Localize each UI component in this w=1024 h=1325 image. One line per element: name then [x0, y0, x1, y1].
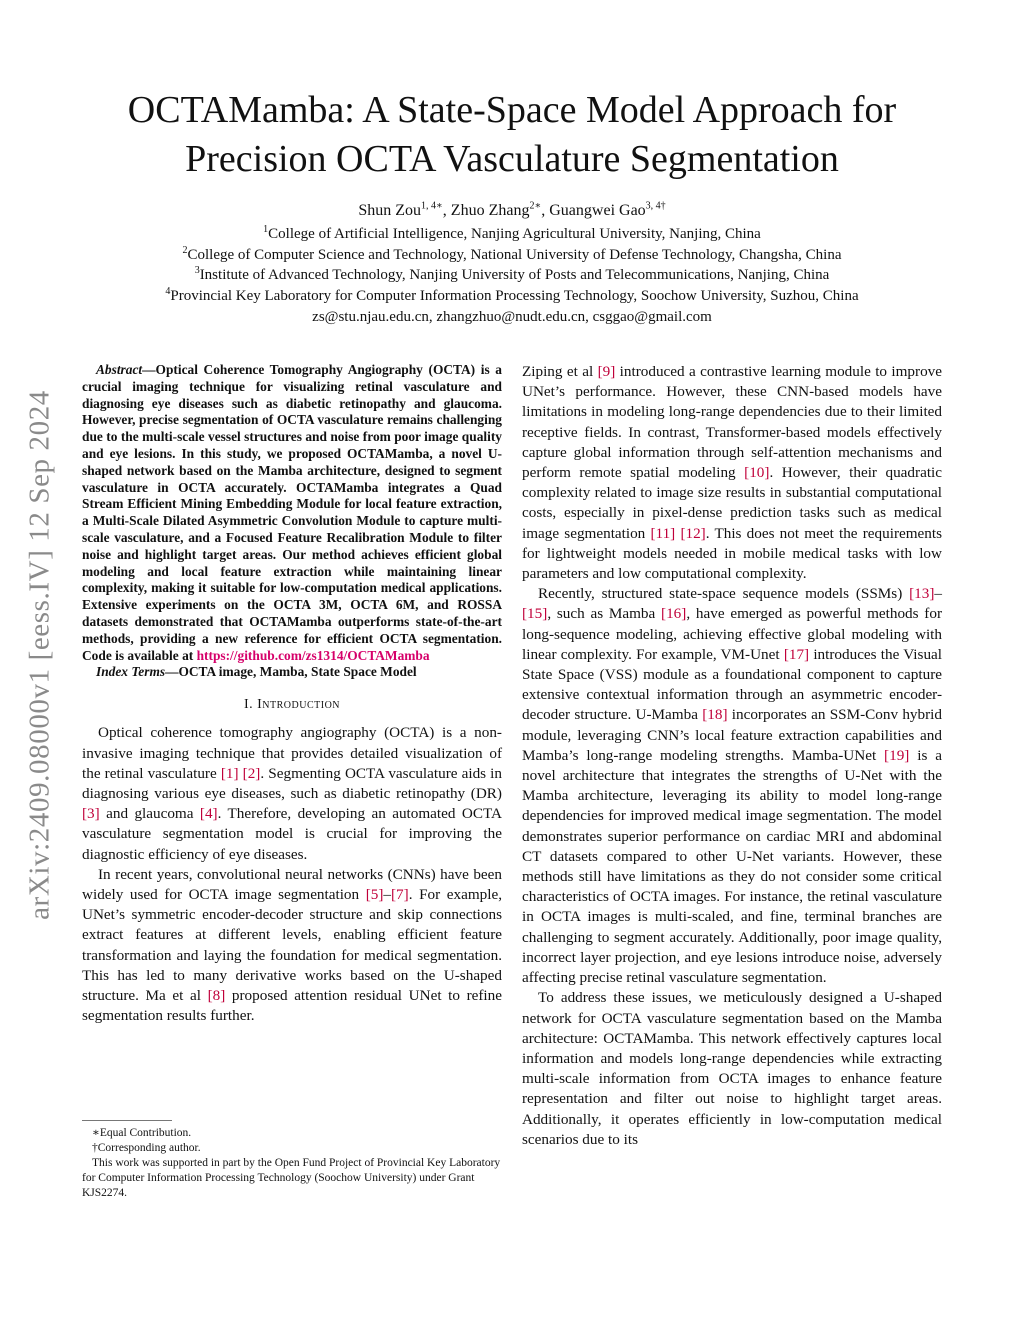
- footnotes: [82, 1126, 502, 1201]
- citation-18[interactable]: [18]: [702, 706, 728, 724]
- paper-title: [60, 86, 964, 184]
- citation-11[interactable]: [11]: [650, 524, 676, 542]
- citation-4[interactable]: [4]: [199, 805, 218, 823]
- citation-8[interactable]: [8]: [207, 986, 226, 1004]
- abstract-text: —Optical Coherence Tomography Angiography (OCTA) is a crucial imaging technique for visualizing retinal vasculature and diagnosing eye diseases such as diabetic retinopathy and glaucoma. However, precise segmentation of OCTA vasculature remains challenging due to the multi-scale vessel structures and noise from poor image quality and eye lesions. In this study, we proposed OCTAMamba, a novel U-shaped network based on the Mamba architecture, designed to segment vasculature in OCTA accurately. OCTAMamba integrates a Quad Stream Efficient Mining Embedding Module for local feature extraction, a Multi-Scale Dilated Asymmetric Convolution Module to capture multi-scale vasculature, and a Focused Feature Recalibration Module to filter noise and highlight target areas. Our method achieves efficient global modeling and local feature extraction while maintaining linear complexity, making it suitable for low-computation medical applications. Extensive experiments on the OCTA 3M, OCTA 6M, and ROSSA datasets demonstrated that OCTAMamba outperforms state-of-the-art methods, providing a new reference for efficient OCTA segmentation. Code is available at: [82, 362, 502, 663]
- arxiv-identifier[interactable]: arXiv:2409.08000v1 [eess.IV] 12 Sep 2024: [23, 390, 56, 920]
- citation-10[interactable]: [10]: [744, 464, 770, 482]
- citation-12[interactable]: [12]: [680, 524, 706, 542]
- author-2: Zhuo Zhang$^{2∗}$,: [450, 200, 550, 219]
- section-heading-introduction: I. Introduction: [243, 697, 341, 713]
- citation-9[interactable]: [9]: [597, 363, 616, 380]
- index-terms: Index Terms—OCTA image, Mamba, State Space Model: [96, 664, 417, 680]
- arxiv-sidebar-stamp: [10, 350, 70, 960]
- title-line-2: Precision OCTA Vasculature Segmentation: [185, 138, 839, 180]
- author-1: Shun Zou$^{1, 4∗}$,: [358, 200, 451, 219]
- title-line-1: OCTAMamba: A State-Space Model Approach for: [127, 89, 897, 131]
- citation-3[interactable]: [3]: [82, 805, 100, 823]
- affiliation-1: $^1$College of Artificial Intelligence, Nanjing Agricultural University, Nanjing, China: [263, 224, 761, 242]
- footnote-divider: [82, 1120, 172, 1121]
- citation-17[interactable]: [17]: [783, 645, 810, 663]
- author-emails: zs@stu.njau.edu.cn, zhangzhuo@nudt.edu.cn, csggao@gmail.com: [312, 309, 712, 325]
- author-3: Guangwei Gao$^{3, 4\dagger}$: [549, 200, 666, 219]
- citation-19[interactable]: [19]: [884, 746, 910, 764]
- abstract-lead: Abstract: [96, 362, 143, 377]
- intro-paragraph-5: To address these issues, we meticulously designed a U-shaped network for OCTA vasculature segmentation based on the Mamba architecture: OCTAMamba. This network effectively captures local information and models long-range dependencies while extracting multi-scale information from OCTA images to enhance feature representation and filter out noise to highlight target areas. Additionally, it operates efficiently in low-computation medical scenarios due to its: [522, 989, 942, 1148]
- affiliation-4: $^4$Provincial Key Laboratory for Computer Information Processing Technology, Soochow University, Suzhou, China: [165, 286, 859, 304]
- affiliation-3: $^3$Institute of Advanced Technology, Nanjing University of Posts and Telecommunications, Nanjing, China: [194, 265, 830, 283]
- citation-15[interactable]: [15]: [522, 605, 548, 623]
- citation-7[interactable]: [7]: [391, 885, 409, 903]
- intro-paragraph-4: Recently, structured state-space sequence models (SSMs) [13]–[15], such as Mamba [16], have emerged as powerful methods for long-sequence modeling, achieving effective global modeling with linear complexity. For example, VM-Unet [17] introduces the Visual State Space (VSS) module as a foundational component to capture extensive contextual information through an asymmetric encoder-decoder structure. U-Mamba [18] incorporates an SSM-Conv hybrid module, leveraging CNN’s local feature extraction capabilities and Mamba’s long-range modeling strengths. Mamba-UNet [19] is a novel architecture that integrates the strengths of U-Net with the Mamba architecture, leveraging its ability to model long-range dependencies for improved medical image segmentation. The model demonstrates superior performance on cardiac MRI and abdominal CT datasets compared to other U-Net variants. However, these methods still have limitations as they do not consider some critical characteristics of OCTA images. For instance, the retinal vasculature in OCTA images is multi-scaled, and fine, terminal branches are challenging to segment accurately. Additionally, poor image quality, incorrect layer projection, and eye lesions introduce noise, adversely affecting precise retinal vasculature segmentation.: [522, 585, 943, 987]
- affiliation-2: $^2$College of Computer Science and Technology, National University of Defense Technology, Changsha, China: [182, 245, 842, 263]
- citation-2[interactable]: [2]: [242, 764, 261, 782]
- citation-5[interactable]: [5]: [365, 885, 384, 903]
- footnote-funding: This work was supported in part by the Open Fund Project of Provincial Key Laboratory for Computer Information Processing Technology (Soochow University) under Grant KJS2274.: [82, 1157, 501, 1199]
- footnote-corresponding-author: †Corresponding author.: [92, 1142, 201, 1154]
- citation-13[interactable]: [13]: [909, 585, 935, 603]
- citation-16[interactable]: [16]: [661, 605, 687, 623]
- code-link[interactable]: https://github.com/zs1314/OCTAMamba: [196, 647, 430, 663]
- intro-paragraph-1: Optical coherence tomography angiography (OCTA) is a non-invasive imaging technique that provides detailed visualization of the retinal vasculature [1] [2]. Segmenting OCTA vasculature aids in diagnosing various eye diseases, such as diabetic retinopathy (DR) [3] and glaucoma [4]. Therefore, developing an automated OCTA vasculature segmentation model is crucial for improving the diagnostic efficiency of eye diseases.: [82, 724, 502, 863]
- intro-paragraph-2: In recent years, convolutional neural networks (CNNs) have been widely used for OCTA image segmentation [5]–[7]. For example, UNet’s symmetric encoder-decoder structure and skip connections extract features at different levels, enabling efficient feature transformation and laying the foundation for medical segmentation. This has led to many derivative works based on the U-shaped structure. Ma et al [8] proposed attention residual UNet to refine segmentation results further.: [82, 865, 502, 1025]
- footnote-equal-contribution: ∗Equal Contribution.: [92, 1127, 192, 1139]
- citation-1[interactable]: [1]: [220, 764, 239, 782]
- right-column: [522, 362, 942, 1150]
- abstract: [82, 362, 502, 664]
- author-list: [60, 200, 964, 222]
- intro-paragraph-3: Ziping et al [9] introduced a contrastive learning module to improve UNet’s performance. However, these CNN-based models have limitations in modeling long-range dependencies due to their limited receptive fields. In contrast, Transformer-based models effectively capture global information through self-attention mechanisms and perform remote spatial modeling [10]. However, their quadratic complexity related to image size results in substantial computational costs, especially in pixel-dense prediction tasks such as medical image segmentation [11] [12]. This does not meet the requirements for lightweight models needed in mobile medical tasks with low parameters and low computational complexity.: [522, 363, 943, 583]
- left-column: [82, 362, 502, 1026]
